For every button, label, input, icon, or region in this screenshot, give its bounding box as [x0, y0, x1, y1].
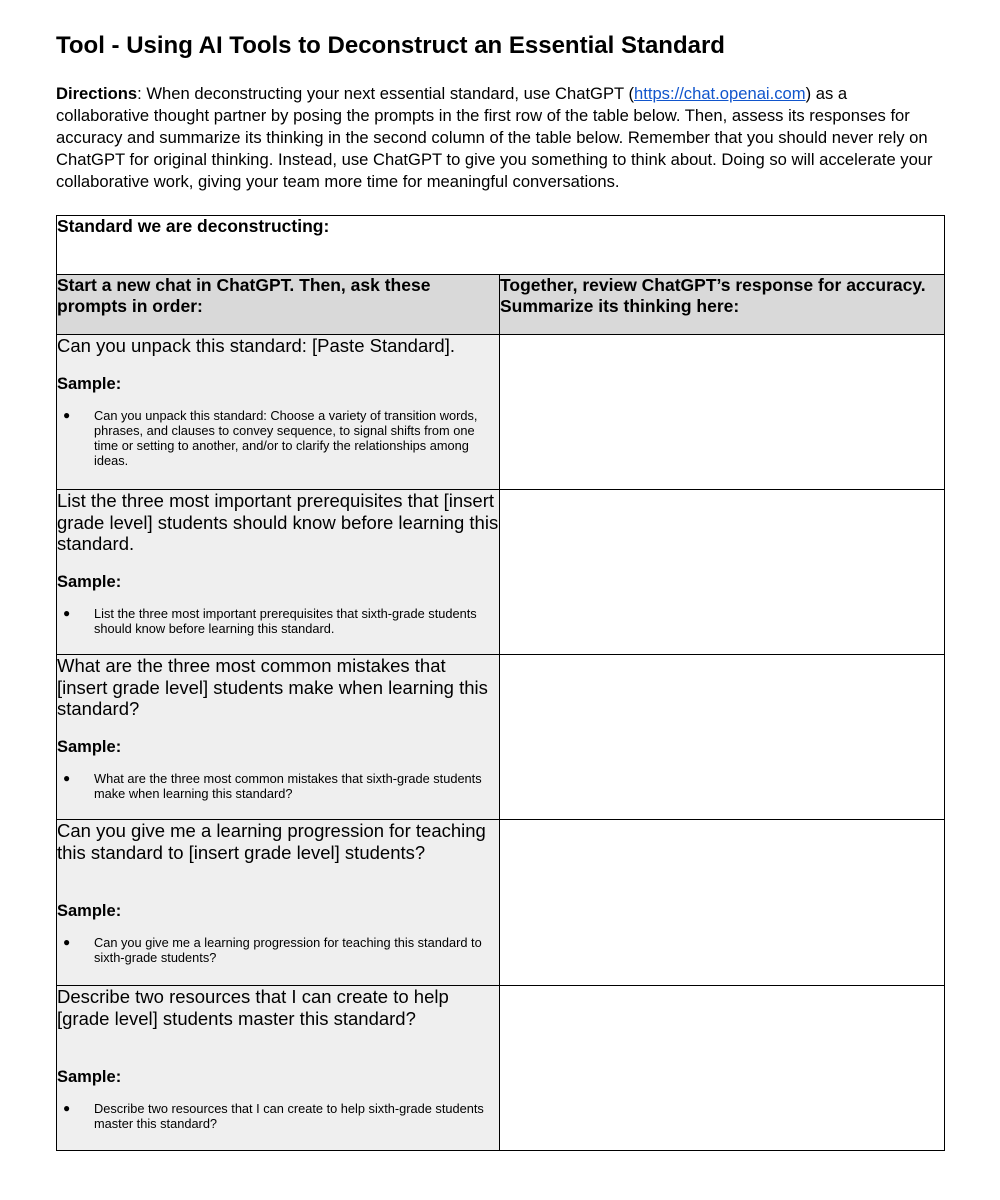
header-prompts: Start a new chat in ChatGPT. Then, ask these prompts in order: — [57, 275, 500, 335]
directions-paragraph — [56, 83, 944, 193]
sample-list — [57, 1101, 499, 1131]
sample-list — [57, 408, 499, 469]
sample-label: Sample: — [57, 902, 122, 920]
sample-list — [57, 606, 499, 636]
sample-text: What are the three most common mistakes that sixth-grade students make when learning this standard? — [94, 770, 482, 801]
chatgpt-link[interactable]: https://chat.openai.com — [634, 84, 806, 103]
sample-item — [57, 771, 499, 801]
directions-label: Directions — [56, 84, 138, 103]
summary-cell[interactable] — [500, 820, 945, 986]
bullet-icon: ● — [63, 770, 71, 785]
sample-text: Can you unpack this standard: Choose a variety of transition words, phrases, and clauses to convey sequence, to signal shifts from one time or setting to another, and/or to clarify the relationships among ideas. — [94, 407, 478, 469]
prompt-cell — [57, 655, 500, 820]
directions-text-end: ) as a collaborative thought partner by posing the prompts in the first row of the table below. Then, assess its responses for accuracy and summarize its thinking in the second column of the table below. Remember that you should never rely on ChatGPT for original thinking. Instead, use ChatGPT to give you something to think about. Doing so will accelerate your collaborative work, giving your team more time for meaningful conversations. — [56, 84, 933, 191]
prompt-cell — [57, 335, 500, 490]
standard-cell[interactable] — [57, 216, 945, 275]
bullet-icon: ● — [63, 407, 71, 422]
summary-cell[interactable] — [500, 335, 945, 490]
sample-list — [57, 771, 499, 801]
prompt-text: Can you give me a learning progression for teaching this standard to [insert grade level] students? — [57, 820, 486, 863]
sample-text: List the three most important prerequisites that sixth-grade students should know before learning this standard. — [94, 605, 477, 636]
prompt-cell — [57, 490, 500, 655]
standard-label: Standard we are deconstructing: — [57, 216, 330, 236]
table-row — [57, 335, 945, 490]
table-row — [57, 986, 945, 1151]
sample-item — [57, 1101, 499, 1131]
sample-item — [57, 606, 499, 636]
sample-text: Can you give me a learning progression for teaching this standard to sixth-grade students? — [94, 935, 482, 966]
summary-cell[interactable] — [500, 490, 945, 655]
prompt-cell — [57, 986, 500, 1151]
header-row — [57, 275, 945, 335]
prompt-text: What are the three most common mistakes that [insert grade level] students make when learning this standard? — [57, 655, 488, 719]
bullet-icon: ● — [63, 605, 71, 620]
bullet-icon: ● — [63, 935, 71, 949]
deconstruct-table — [56, 215, 945, 1151]
prompt-text: List the three most important prerequisites that [insert grade level] students should know before learning this standard. — [57, 490, 499, 554]
table-row — [57, 490, 945, 655]
bullet-icon: ● — [63, 1101, 71, 1115]
table-row — [57, 820, 945, 986]
summary-cell[interactable] — [500, 655, 945, 820]
sample-item — [57, 935, 499, 965]
sample-label: Sample: — [57, 1068, 122, 1086]
table-row — [57, 655, 945, 820]
sample-text: Describe two resources that I can create to help sixth-grade students master this standard? — [94, 1101, 484, 1132]
sample-label: Sample: — [57, 737, 122, 756]
sample-item — [57, 408, 499, 469]
sample-label: Sample: — [57, 572, 122, 591]
standard-row — [57, 216, 945, 275]
header-summary: Together, review ChatGPT’s response for accuracy. Summarize its thinking here: — [500, 275, 945, 335]
document-title: Tool - Using AI Tools to Deconstruct an Essential Standard — [56, 32, 725, 59]
summary-cell[interactable] — [500, 986, 945, 1151]
directions-text-start: : When deconstructing your next essential standard, use ChatGPT ( — [137, 84, 634, 103]
prompt-cell — [57, 820, 500, 986]
prompt-text: Describe two resources that I can create to help [grade level] students master this standard? — [57, 986, 449, 1029]
sample-list — [57, 935, 499, 965]
sample-label: Sample: — [57, 374, 122, 393]
prompt-text: Can you unpack this standard: [Paste Standard]. — [57, 335, 455, 356]
